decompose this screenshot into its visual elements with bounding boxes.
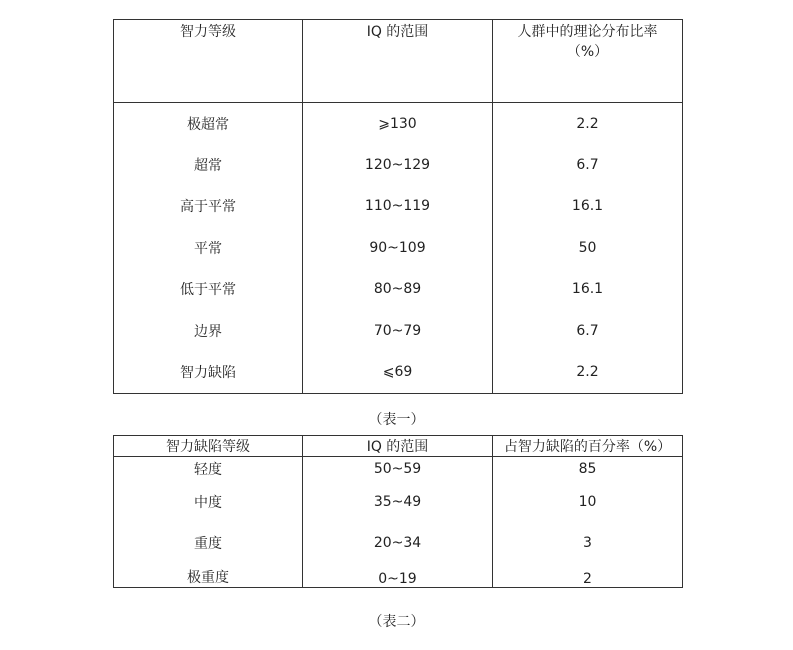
cell-iq-range: ⩽69 [303, 351, 493, 393]
table-row [114, 186, 683, 227]
cell-level: 低于平常 [114, 269, 303, 310]
cell-level: 极重度 [114, 563, 303, 588]
cell-iq-range: 0~19 [303, 563, 493, 588]
table-row [114, 351, 683, 393]
cell-iq-range: 110~119 [303, 186, 493, 227]
table-row [114, 522, 683, 563]
cell-iq-range: 70~79 [303, 310, 493, 351]
cell-ratio: 6.7 [493, 310, 683, 351]
table-row [114, 269, 683, 310]
table1-caption: （表一） [368, 412, 425, 428]
table-row [114, 457, 683, 482]
cell-iq-range: ⩾130 [303, 103, 493, 145]
cell-percentage: 2 [493, 563, 683, 588]
table-row [114, 144, 683, 185]
table-row [114, 481, 683, 522]
table-row [114, 103, 683, 145]
cell-level: 超常 [114, 144, 303, 185]
cell-iq-range: 20~34 [303, 522, 493, 563]
header-iq-range: IQ 的范围 [303, 20, 493, 103]
cell-level: 重度 [114, 522, 303, 563]
table2-caption: （表二） [368, 614, 425, 630]
cell-ratio: 16.1 [493, 186, 683, 227]
cell-level: 边界 [114, 310, 303, 351]
cell-iq-range: 50~59 [303, 457, 493, 482]
table-header-row [114, 20, 683, 103]
cell-iq-range: 90~109 [303, 227, 493, 268]
cell-ratio: 6.7 [493, 144, 683, 185]
cell-level: 中度 [114, 481, 303, 522]
cell-iq-range: 80~89 [303, 269, 493, 310]
cell-percentage: 3 [493, 522, 683, 563]
cell-level: 智力缺陷 [114, 351, 303, 393]
cell-percentage: 85 [493, 457, 683, 482]
cell-iq-range: 35~49 [303, 481, 493, 522]
table-row [114, 563, 683, 588]
header-ratio-line1: 人群中的理论分布比率 [517, 24, 658, 40]
cell-ratio: 16.1 [493, 269, 683, 310]
header-ratio [493, 20, 683, 103]
cell-ratio: 2.2 [493, 351, 683, 393]
cell-iq-range: 120~129 [303, 144, 493, 185]
header-level: 智力等级 [114, 20, 303, 103]
iq-level-table [113, 19, 683, 394]
header-iq-range: IQ 的范围 [303, 436, 493, 457]
table-row [114, 227, 683, 268]
cell-level: 高于平常 [114, 186, 303, 227]
cell-ratio: 2.2 [493, 103, 683, 145]
intellectual-disability-table [113, 435, 683, 588]
cell-level: 极超常 [114, 103, 303, 145]
table-row [114, 310, 683, 351]
cell-level: 平常 [114, 227, 303, 268]
cell-percentage: 10 [493, 481, 683, 522]
cell-ratio: 50 [493, 227, 683, 268]
table-header-row [114, 436, 683, 457]
header-percentage: 占智力缺陷的百分率（%） [493, 436, 683, 457]
header-ratio-line2: （%） [566, 44, 609, 60]
cell-level: 轻度 [114, 457, 303, 482]
header-disability-level: 智力缺陷等级 [114, 436, 303, 457]
